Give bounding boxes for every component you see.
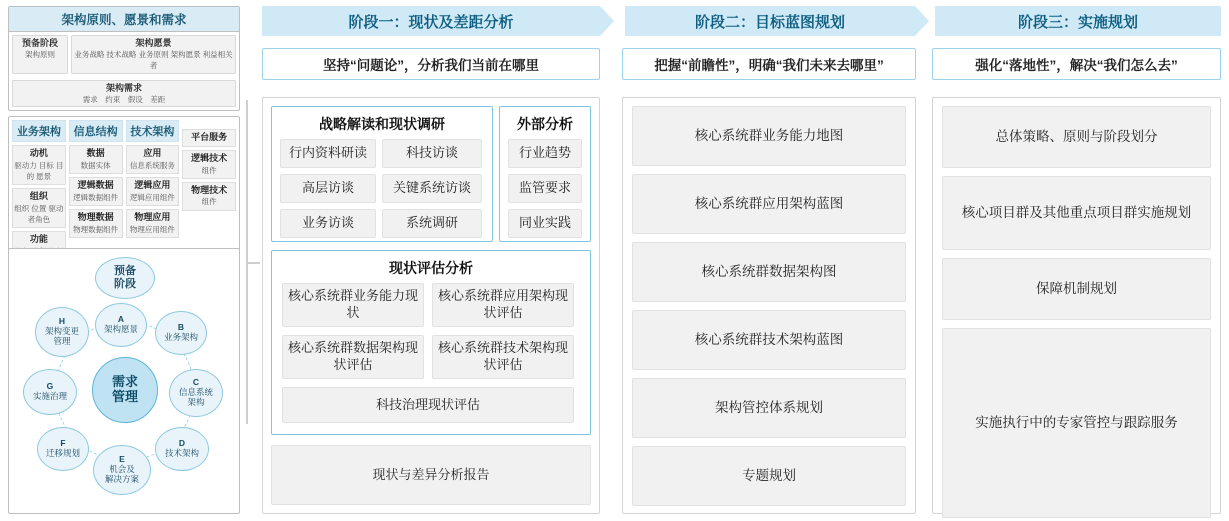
phase2-items: [632, 106, 906, 506]
phase2-item-2[interactable]: 核心系统群数据架构图: [632, 242, 906, 302]
domain-column-application: 技术架构 应用 信息系统服务 逻辑应用 逻辑应用组件 物理应用 物理应用组件: [126, 120, 180, 270]
phase3-header: 阶段三：实施规划: [935, 6, 1221, 36]
research-item-0[interactable]: 行内资料研读: [280, 139, 376, 168]
phase3-item-3[interactable]: 实施执行中的专家管控与跟踪服务: [942, 328, 1211, 518]
phase1-chevron-icon: [600, 6, 614, 36]
cycle-node-g: G 实施治理: [23, 369, 77, 415]
business-function: 功能: [12, 231, 66, 271]
phase3-item-0[interactable]: 总体策略、原则与阶段划分: [942, 106, 1211, 168]
cycle-node-prep: 预备 阶段: [95, 257, 155, 299]
external-analysis-box: [499, 106, 591, 242]
assessment-item-0[interactable]: 核心系统群业务能力现状: [282, 283, 424, 327]
principles-box: [8, 6, 240, 111]
cycle-node-b: B 业务架构: [155, 311, 207, 355]
assessment-item-2[interactable]: 核心系统群数据架构现状评估: [282, 335, 424, 379]
phase3-subtitle: 强化“落地性”，解决“我们怎么去”: [932, 48, 1221, 80]
cycle-node-a: A 架构愿景: [95, 303, 147, 347]
phase3-item-2[interactable]: 保障机制规划: [942, 258, 1211, 320]
tech-physical: 物理技术 组件: [182, 182, 236, 211]
research-item-4[interactable]: 业务访谈: [280, 209, 376, 238]
research-item-2[interactable]: 高层访谈: [280, 174, 376, 203]
cycle-node-d: D 技术架构: [155, 427, 209, 471]
phase2-subtitle: 把握“前瞻性”，明确“我们未来去哪里”: [622, 48, 916, 80]
research-title: 战略解读和现状调研: [319, 116, 445, 132]
phase1-subtitle: 坚持“问题论”，分析我们当前在哪里: [262, 48, 600, 80]
assessment-item-4[interactable]: 科技治理现状评估: [282, 387, 574, 423]
phase2-item-1[interactable]: 核心系统群应用架构蓝图: [632, 174, 906, 234]
domain-column-business: 业务架构 动机 驱动力 目标 目的 愿景 组织 组织 位置 驱动者角色 功能: [12, 120, 66, 270]
tech-platform-service: 平台服务: [182, 129, 236, 147]
phase1-report[interactable]: 现状与差异分析报告: [271, 445, 591, 505]
vision-subcells: 业务战略 技术战略 业务原则 架构愿景 利益相关者: [74, 50, 233, 70]
domain-column-information: 信息结构 数据 数据实体 逻辑数据 逻辑数据组件 物理数据 物理数据组件: [69, 120, 123, 270]
info-physical-data: 物理数据 物理数据组件: [69, 209, 123, 238]
phase1-header: 阶段一：现状及差距分析: [262, 6, 600, 36]
connector-arrow: [246, 262, 260, 264]
external-item-2[interactable]: 同业实践: [508, 209, 582, 238]
phase3-item-1[interactable]: 核心项目群及其他重点项目群实施规划: [942, 176, 1211, 250]
requirement-subcells: 需求 约束 假设 差距: [82, 94, 166, 104]
cycle-node-c: C 信息系统 架构: [169, 369, 223, 417]
principles-row-1: [9, 32, 239, 77]
phase2-item-5[interactable]: 专题规划: [632, 446, 906, 506]
business-motivation: 动机 驱动力 目标 目的 愿景: [12, 145, 66, 185]
app-physical: 物理应用 物理应用组件: [126, 209, 180, 238]
cycle-node-requirements: 需求 管理: [92, 357, 158, 423]
external-analysis-title: 外部分析: [517, 116, 573, 132]
assessment-item-3[interactable]: 核心系统群技术架构现状评估: [432, 335, 574, 379]
external-item-1[interactable]: 监管要求: [508, 174, 582, 203]
assessment-item-1[interactable]: 核心系统群应用架构现状评估: [432, 283, 574, 327]
app-application: 应用 信息系统服务: [126, 145, 180, 174]
phase2-chevron-icon: [915, 6, 929, 36]
research-item-5[interactable]: 系统调研: [382, 209, 482, 238]
assessment-title: 现状评估分析: [389, 260, 473, 276]
architecture-vision-cell: 架构愿景 业务战略 技术战略 业务原则 架构愿景 利益相关者: [71, 35, 236, 74]
cycle-node-h: H 架构变更 管理: [35, 307, 89, 357]
prep-phase-cell: 预备阶段 架构原则: [12, 35, 68, 74]
phase2-item-0[interactable]: 核心系统群业务能力地图: [632, 106, 906, 166]
cycle-node-f: F 迁移规划: [37, 427, 89, 471]
cycle-node-e: E 机会及 解决方案: [93, 445, 151, 495]
info-logical-data: 逻辑数据 逻辑数据组件: [69, 177, 123, 206]
phase2-item-3[interactable]: 核心系统群技术架构蓝图: [632, 310, 906, 370]
principles-title: 架构原则、愿景和需求: [9, 7, 239, 32]
app-logical: 逻辑应用 逻辑应用组件: [126, 177, 180, 206]
tech-logical: 逻辑技术 组件: [182, 150, 236, 179]
phase3-items: [942, 106, 1211, 518]
research-item-1[interactable]: 科技访谈: [382, 139, 482, 168]
research-item-3[interactable]: 关键系统访谈: [382, 174, 482, 203]
principles-row-2: [9, 77, 239, 111]
phase2-item-4[interactable]: 架构管控体系规划: [632, 378, 906, 438]
adm-cycle-diagram: [8, 248, 240, 514]
phase2-header: 阶段二：目标蓝图规划: [625, 6, 915, 36]
assessment-box: [271, 250, 591, 435]
business-organization: 组织 组织 位置 驱动者角色: [12, 188, 66, 228]
external-item-0[interactable]: 行业趋势: [508, 139, 582, 168]
info-data: 数据 数据实体: [69, 145, 123, 174]
architecture-requirement-cell: 架构需求 需求 约束 假设 差距: [12, 80, 236, 108]
research-box: [271, 106, 493, 242]
